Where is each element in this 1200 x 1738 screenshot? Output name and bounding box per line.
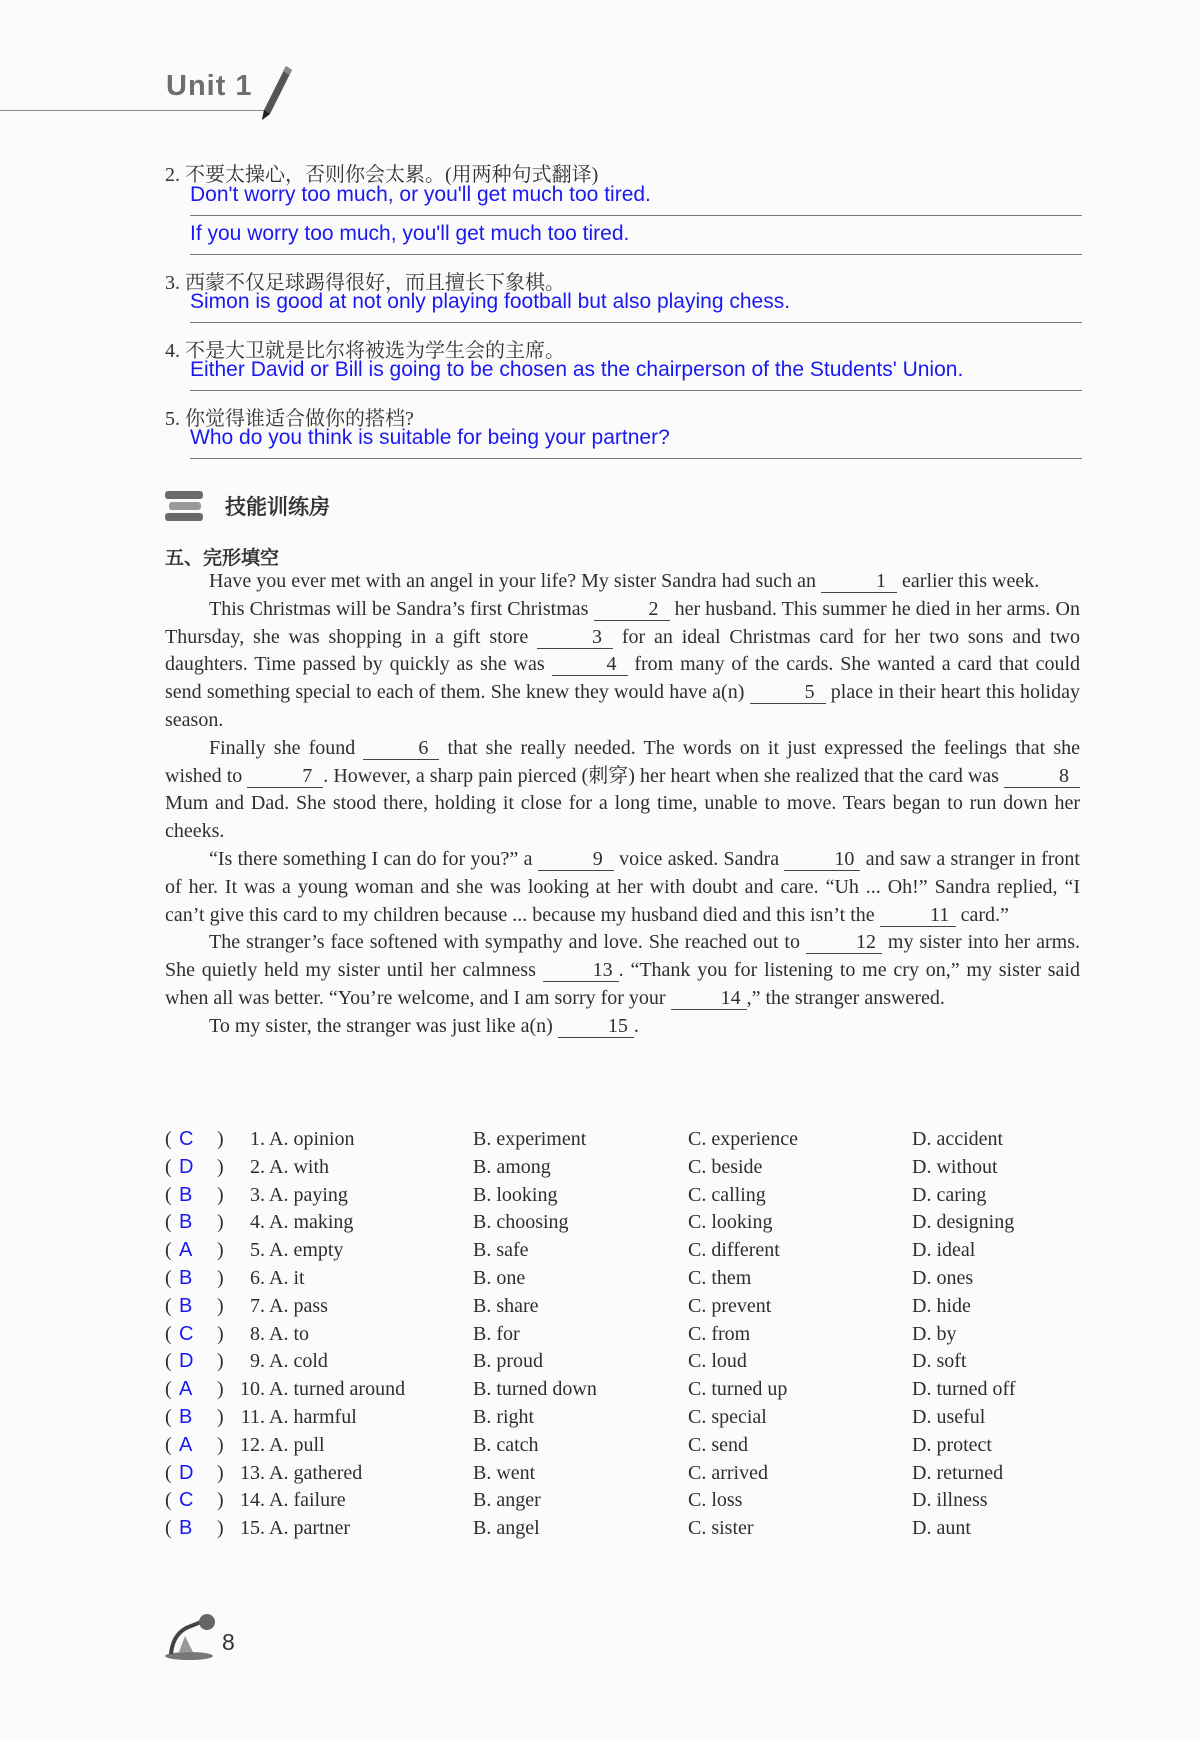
paren-open: ( (165, 1322, 172, 1345)
option-b: B. catch (473, 1433, 539, 1456)
answer-letter: B (179, 1294, 193, 1317)
answer-line (190, 215, 1082, 216)
option-c: C. send (688, 1433, 748, 1456)
page-number: 8 (222, 1629, 235, 1655)
option-row (165, 1434, 1080, 1462)
option-c: C. arrived (688, 1461, 768, 1484)
question-number: 8. (250, 1322, 265, 1345)
answer-line (190, 322, 1082, 323)
option-row (165, 1378, 1080, 1406)
exercise-title: 五、完形填空 (165, 547, 280, 569)
answer-line (190, 254, 1082, 255)
option-row (165, 1239, 1080, 1267)
option-c: C. sister (688, 1517, 754, 1540)
option-c: C. looking (688, 1211, 773, 1234)
paren-close: ) (217, 1294, 224, 1317)
paren-open: ( (165, 1239, 172, 1262)
answer-letter: B (179, 1266, 193, 1289)
blank-3: 3 (537, 626, 613, 649)
blank-4: 4 (552, 653, 628, 676)
paren-open: ( (165, 1183, 172, 1206)
answer-letter: B (179, 1517, 193, 1540)
option-b: B. among (473, 1155, 551, 1178)
option-d: D. useful (912, 1405, 986, 1428)
option-d: D. hide (912, 1294, 971, 1317)
passage-paragraph: To my sister, the stranger was just like a(n) 15 . (209, 1014, 639, 1037)
answer-letter: C (179, 1489, 194, 1512)
option-a: A. pass (269, 1294, 328, 1317)
option-b: B. safe (473, 1239, 529, 1262)
option-row (165, 1489, 1080, 1517)
option-d: D. without (912, 1155, 998, 1178)
option-d: D. soft (912, 1350, 967, 1373)
paren-open: ( (165, 1489, 172, 1512)
option-row (165, 1517, 1080, 1545)
paren-close: ) (217, 1378, 224, 1401)
option-d: D. ideal (912, 1239, 976, 1262)
blank-7: 7 (247, 765, 323, 788)
option-row (165, 1295, 1080, 1323)
blank-9: 9 (538, 848, 614, 871)
option-a: A. turned around (269, 1378, 406, 1401)
option-b: B. experiment (473, 1128, 587, 1150)
option-a: A. cold (269, 1350, 328, 1373)
header-rule (0, 110, 270, 111)
paren-close: ) (217, 1155, 224, 1178)
answer-letter: C (179, 1128, 194, 1150)
option-c: C. them (688, 1266, 752, 1289)
paren-open: ( (165, 1378, 172, 1401)
option-c: C. turned up (688, 1378, 788, 1401)
option-row (165, 1211, 1080, 1239)
answer-line (190, 458, 1082, 459)
paren-open: ( (165, 1433, 172, 1456)
paren-close: ) (217, 1433, 224, 1456)
answer-letter: D (179, 1461, 194, 1484)
option-a: A. with (269, 1155, 329, 1178)
passage-paragraph: Finally she found 6 that she really needed. The words on it just expressed the feelings that she wished to 7 . However, a sharp pain pierced (刺穿) her heart when she realized that the card was 8 Mum and Dad. She stood there, holding it close for a long time, unable to move. Tears began to run down her cheeks. (165, 736, 1080, 843)
translation-answer-5: Who do you think is suitable for being your partner? (190, 426, 670, 449)
option-c: C. from (688, 1322, 751, 1345)
blank-8: 8 (1004, 765, 1080, 788)
option-b: B. one (473, 1266, 526, 1289)
option-d: D. by (912, 1322, 957, 1345)
question-number: 9. (250, 1350, 265, 1373)
option-b: B. for (473, 1322, 520, 1345)
translation-question-2: 2. 不要太操心，否则你会太累。(用两种句式翻译) (165, 164, 599, 186)
option-d: D. protect (912, 1433, 992, 1456)
passage-paragraph: The stranger’s face softened with sympathy and love. She reached out to 12 my sister into her arms. She quietly held my sister until her calmness 13 . “Thank you for listening to me cry on,” my sister said when all was better. “You’re welcome, and I am sorry for your 14 ,” the stranger answered. (165, 931, 1080, 1009)
question-number: 15. (240, 1517, 265, 1540)
paren-open: ( (165, 1517, 172, 1540)
blank-15: 15 (558, 1015, 634, 1038)
paren-close: ) (217, 1322, 224, 1345)
section-heading (165, 489, 330, 523)
pencil-icon (256, 62, 296, 124)
answer-letter: A (179, 1378, 193, 1401)
question-number: 5. (250, 1239, 265, 1262)
blank-2: 2 (594, 598, 670, 621)
paren-close: ) (217, 1211, 224, 1234)
option-b: B. looking (473, 1183, 558, 1206)
answer-letter: C (179, 1322, 194, 1345)
paren-close: ) (217, 1461, 224, 1484)
paren-close: ) (217, 1517, 224, 1540)
option-c: C. different (688, 1239, 780, 1262)
option-b: B. choosing (473, 1211, 569, 1234)
blank-5: 5 (750, 681, 826, 704)
option-a: A. gathered (269, 1461, 363, 1484)
answer-letter: B (179, 1405, 193, 1428)
paren-close: ) (217, 1405, 224, 1428)
paren-close: ) (217, 1266, 224, 1289)
cloze-passage (165, 568, 1080, 1041)
translation-question-3: 3. 西蒙不仅足球踢得很好，而且擅长下象棋。 (165, 272, 565, 294)
lamp-icon (163, 1612, 219, 1662)
options-list (165, 1128, 1080, 1545)
option-b: B. right (473, 1405, 535, 1428)
option-d: D. aunt (912, 1517, 971, 1540)
passage-paragraph: This Christmas will be Sandra’s first Christmas 2 her husband. This summer he died in her arms. On Thursday, she was shopping in a gift store 3 for an ideal Christmas card for her two sons and two daughters. Time passed by quickly as she was 4 from many of the cards. She wanted a card that could send something special to each of them. She knew they would have a(n) 5 place in their heart this holiday season. (165, 597, 1080, 731)
option-a: A. to (269, 1322, 309, 1345)
option-a: A. pull (269, 1433, 325, 1456)
paren-open: ( (165, 1461, 172, 1484)
option-row (165, 1267, 1080, 1295)
paren-open: ( (165, 1294, 172, 1317)
section-bars-icon (165, 489, 205, 523)
paren-close: ) (217, 1350, 224, 1373)
question-number: 7. (250, 1294, 265, 1317)
section-title: 技能训练房 (225, 495, 330, 519)
paren-open: ( (165, 1405, 172, 1428)
option-d: D. accident (912, 1128, 1004, 1150)
option-c: C. beside (688, 1155, 763, 1178)
paren-close: ) (217, 1183, 224, 1206)
question-number: 12. (240, 1433, 265, 1456)
option-b: B. went (473, 1461, 536, 1484)
option-c: C. prevent (688, 1294, 772, 1317)
option-a: A. making (269, 1211, 354, 1234)
paren-open: ( (165, 1266, 172, 1289)
paren-open: ( (165, 1128, 172, 1150)
option-b: B. turned down (473, 1378, 597, 1401)
answer-line (190, 390, 1082, 391)
blank-11: 11 (880, 904, 956, 927)
option-c: C. calling (688, 1183, 766, 1206)
blank-1: 1 (821, 570, 897, 593)
answer-letter: D (179, 1350, 194, 1373)
option-row (165, 1184, 1080, 1212)
option-c: C. loud (688, 1350, 747, 1373)
paren-close: ) (217, 1239, 224, 1262)
option-row (165, 1156, 1080, 1184)
option-a: A. failure (269, 1489, 346, 1512)
option-a: A. paying (269, 1183, 348, 1206)
blank-13: 13 (543, 959, 619, 982)
option-c: C. special (688, 1405, 767, 1428)
option-a: A. harmful (269, 1405, 357, 1428)
question-number: 10. (240, 1378, 265, 1401)
option-b: B. anger (473, 1489, 541, 1512)
answer-letter: B (179, 1183, 193, 1206)
option-b: B. share (473, 1294, 539, 1317)
option-a: A. empty (269, 1239, 344, 1262)
question-number: 13. (240, 1461, 265, 1484)
option-b: B. proud (473, 1350, 543, 1373)
option-d: D. caring (912, 1183, 987, 1206)
question-number: 14. (240, 1489, 265, 1512)
option-row (165, 1323, 1080, 1351)
option-row (165, 1350, 1080, 1378)
option-d: D. illness (912, 1489, 988, 1512)
option-d: D. turned off (912, 1378, 1016, 1401)
question-number: 3. (250, 1183, 265, 1206)
paren-close: ) (217, 1128, 224, 1150)
question-number: 1. (250, 1128, 265, 1150)
translation-question-5: 5. 你觉得谁适合做你的搭档? (165, 408, 414, 430)
option-c: C. loss (688, 1489, 743, 1512)
option-d: D. ones (912, 1266, 974, 1289)
translation-answer-2b: If you worry too much, you'll get much too tired. (190, 222, 630, 245)
blank-10: 10 (784, 848, 860, 871)
paren-close: ) (217, 1489, 224, 1512)
option-a: A. opinion (269, 1128, 355, 1150)
option-b: B. angel (473, 1517, 540, 1540)
answer-letter: B (179, 1211, 193, 1234)
option-c: C. experience (688, 1128, 798, 1150)
blank-12: 12 (806, 931, 882, 954)
option-row (165, 1406, 1080, 1434)
option-a: A. partner (269, 1517, 351, 1540)
answer-letter: D (179, 1155, 194, 1178)
option-d: D. returned (912, 1461, 1004, 1484)
question-number: 4. (250, 1211, 265, 1234)
translation-answer-3: Simon is good at not only playing football but also playing chess. (190, 290, 791, 313)
paren-open: ( (165, 1155, 172, 1178)
answer-letter: A (179, 1433, 193, 1456)
translation-answer-4: Either David or Bill is going to be chosen as the chairperson of the Students' Union. (190, 358, 964, 381)
paren-open: ( (165, 1211, 172, 1234)
question-number: 2. (250, 1155, 265, 1178)
blank-14: 14 (671, 987, 747, 1010)
passage-paragraph: Have you ever met with an angel in your life? My sister Sandra had such an 1 earlier this week. (209, 570, 1040, 592)
blank-6: 6 (363, 737, 439, 760)
translation-answer-2a: Don't worry too much, or you'll get much too tired. (190, 183, 651, 206)
unit-title: Unit 1 (166, 70, 253, 102)
question-number: 6. (250, 1266, 265, 1289)
option-d: D. designing (912, 1211, 1015, 1234)
question-number: 11. (240, 1405, 265, 1428)
paren-open: ( (165, 1350, 172, 1373)
option-a: A. it (269, 1266, 305, 1289)
passage-paragraph: “Is there something I can do for you?” a 9 voice asked. Sandra 10 and saw a stranger in front of her. It was a young woman and she was looking at her with doubt and care. “Uh ... Oh!” Sandra replied, “I can’t give this card to my children because ... because my husband died and this isn’t the 11 card.” (165, 847, 1080, 926)
translation-question-4: 4. 不是大卫就是比尔将被选为学生会的主席。 (165, 340, 565, 362)
answer-letter: A (179, 1239, 193, 1262)
option-row (165, 1128, 1080, 1156)
option-row (165, 1462, 1080, 1490)
